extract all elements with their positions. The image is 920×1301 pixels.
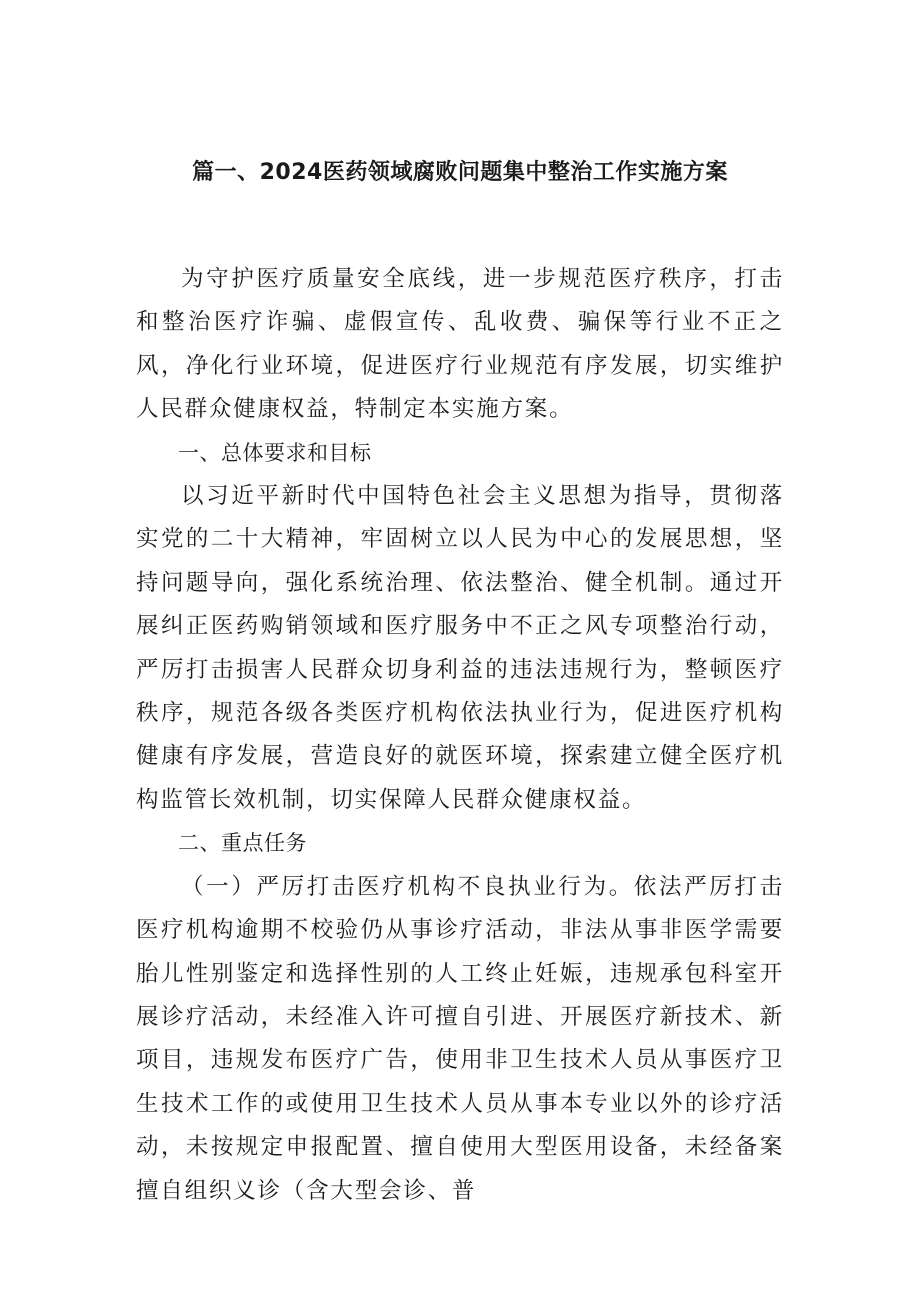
general-requirements-paragraph: 以习近平新时代中国特色社会主义思想为指导，贯彻落实党的二十大精神，牢固树立以人民为中心的发展思想，坚持问题导向，强化系统治理、依法整治、健全机制。通过开展纠正医药购销领域和医疗服务中不正之风专项整治行动，严厉打击损害人民群众切身利益的违法违规行为，整顿医疗秩序，规范各级各类医疗机构依法执业行为，促进医疗机构健康有序发展，营造良好的就医环境，探索建立健全医疗机构监管长效机制，切实保障人民群众健康权益。 <box>136 483 784 813</box>
document-body <box>136 258 784 1213</box>
document-title: 篇一、2024医药领域腐败问题集中整治工作实施方案 <box>192 160 728 185</box>
intro-paragraph: 为守护医疗质量安全底线，进一步规范医疗秩序，打击和整治医疗诈骗、虚假宣传、乱收费、骗保等行业不正之风，净化行业环境，促进医疗行业规范有序发展，切实维护人民群众健康权益，特制定本实施方案。 <box>136 266 784 423</box>
section-heading-general-requirements: 一、总体要求和目标 <box>178 440 372 465</box>
key-task-1-paragraph: （一）严厉打击医疗机构不良执业行为。依法严厉打击医疗机构逾期不校验仍从事诊疗活动，非法从事非医学需要胎儿性别鉴定和选择性别的人工终止妊娠，违规承包科室开展诊疗活动，未经准入许可擅自引进、开展医疗新技术、新项目，违规发布医疗广告，使用非卫生技术人员从事医疗卫生技术工作的或使用卫生技术人员从事本专业以外的诊疗活动，未按规定申报配置、擅自使用大型医用设备，未经备案擅自组织义诊（含大型会诊、普 <box>136 873 784 1204</box>
section-heading-key-tasks: 二、重点任务 <box>178 831 307 856</box>
